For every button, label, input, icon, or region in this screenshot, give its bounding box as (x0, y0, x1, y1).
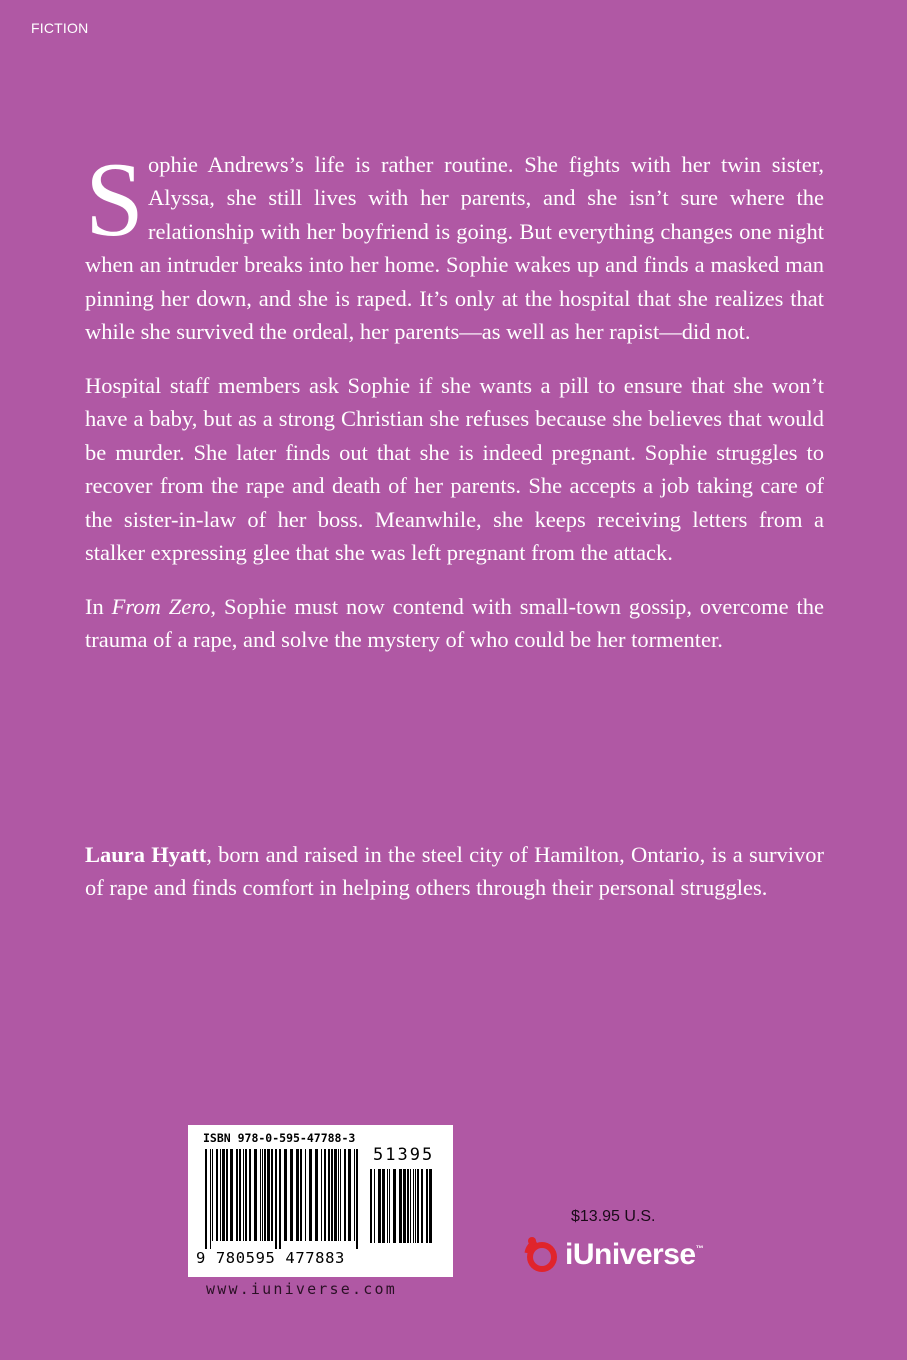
barcode-bar (338, 1149, 339, 1241)
isbn-digits: 9 780595 477883 (196, 1249, 345, 1267)
barcode-bar (410, 1169, 411, 1243)
description-paragraph-3 (85, 590, 824, 657)
barcode-bar (389, 1169, 390, 1243)
barcode-bar (378, 1169, 381, 1243)
barcode-bar (300, 1149, 302, 1241)
barcode-bar (356, 1149, 358, 1249)
barcode-bar (226, 1149, 228, 1241)
barcode-bar (334, 1149, 337, 1241)
barcode-bar (220, 1149, 221, 1241)
price-label: $13.95 U.S. (571, 1208, 656, 1225)
book-description (85, 141, 824, 677)
barcode-bar (413, 1169, 414, 1243)
barcode-bar (205, 1149, 207, 1249)
barcode-bar (382, 1169, 385, 1243)
barcode-bar (249, 1149, 251, 1241)
book-title: From Zero (111, 593, 211, 619)
barcode-bar (328, 1149, 330, 1241)
author-name: Laura Hyatt (85, 842, 207, 867)
publisher-name-text: iUniverse (565, 1238, 696, 1271)
barcode-bar (254, 1149, 257, 1241)
barcode-bar (236, 1149, 238, 1241)
description-paragraph-1 (85, 141, 824, 348)
barcode-bar (354, 1149, 355, 1241)
barcode-bar (324, 1149, 326, 1241)
barcode-bar (239, 1149, 241, 1241)
price-code: 51395 (373, 1145, 435, 1165)
description-paragraph-2: Hospital staff members ask Sophie if she wants a pill to ensure that she won’t have a baby, but as a strong Christian she refuses because she believes that would be murder. She later finds out that she is indeed pregnant. Sophie struggles to recover from the rape and death of her parents. She accepts a job taking care of the sister-in-law of her boss. Meanwhile, she keeps receiving letters from a stalker expressing glee that she was left pregnant from the attack. (85, 372, 824, 565)
barcode-bar (271, 1149, 273, 1241)
paragraph-3-lead: In (85, 593, 112, 619)
paragraph-3-text: , Sophie must now contend with small-town gossip, overcome the trauma of a rape, and solve the mystery of who could be her tormenter. (85, 593, 824, 653)
barcode-bar (393, 1169, 396, 1243)
barcode-bar (315, 1149, 318, 1241)
barcode-bar (403, 1169, 406, 1243)
barcode-bar (216, 1149, 218, 1241)
barcode-bar (417, 1169, 419, 1243)
barcode-bar (429, 1169, 432, 1243)
barcode-bar (331, 1149, 333, 1241)
isbn-label: ISBN 978-0-595-47788-3 (203, 1131, 356, 1145)
barcode-bar (387, 1169, 388, 1243)
barcode-bar (296, 1149, 299, 1241)
barcode-bar (305, 1149, 306, 1241)
genre-label: FICTION (31, 20, 89, 36)
barcode-bar (230, 1149, 233, 1241)
price-barcode-bars (368, 1169, 436, 1251)
barcode-bar (267, 1149, 270, 1241)
iuniverse-logo-icon (520, 1233, 562, 1277)
barcode-bar (344, 1149, 346, 1241)
barcode-bar (260, 1149, 261, 1241)
barcode-bar (279, 1149, 281, 1249)
barcode-bar (212, 1149, 213, 1241)
barcode-bar (245, 1149, 247, 1241)
publisher-name (565, 1238, 703, 1272)
barcode-bar (262, 1149, 263, 1241)
barcode-bar (222, 1149, 225, 1241)
barcode-bar (284, 1149, 287, 1241)
barcode-bar (290, 1149, 293, 1241)
barcode-bar (407, 1169, 409, 1243)
barcode-bar (340, 1149, 341, 1241)
barcode-bars (203, 1149, 363, 1249)
barcode-bar (370, 1169, 372, 1243)
publisher-logo-group (520, 1230, 703, 1280)
barcode-bar (264, 1149, 266, 1241)
author-bio-text: , born and raised in the steel city of Hamilton, Ontario, is a survivor of rape and finds comfort in helping others through their personal struggles. (85, 842, 824, 901)
barcode-bar (374, 1169, 375, 1243)
barcode-bar (348, 1149, 351, 1241)
barcode-bar (321, 1149, 322, 1241)
drop-cap: S (85, 141, 144, 258)
barcode-bar (421, 1169, 423, 1243)
barcode-bar (426, 1169, 428, 1243)
trademark-mark: ™ (695, 1244, 704, 1253)
paragraph-1-text: ophie Andrews’s life is rather routine. She fights with her twin sister, Alyssa, she still lives with her parents, and she isn’t sure where the relationship with her boyfriend is going. But everything changes one night when an intruder breaks into her home. Sophie wakes up and finds a masked man pinning her down, and she is raped. It’s only at the hospital that she realizes that while she survived the ordeal, her parents—as well as her rapist—did not. (85, 152, 824, 345)
barcode-bar (399, 1169, 402, 1243)
author-bio (85, 838, 824, 905)
barcode-bar (275, 1149, 277, 1249)
barcode-bar (243, 1149, 244, 1241)
barcode-bar (210, 1149, 211, 1249)
publisher-website: www.iuniverse.com (206, 1280, 397, 1298)
barcode-bar (415, 1169, 416, 1243)
isbn-barcode (188, 1125, 453, 1277)
barcode-bar (309, 1149, 312, 1241)
